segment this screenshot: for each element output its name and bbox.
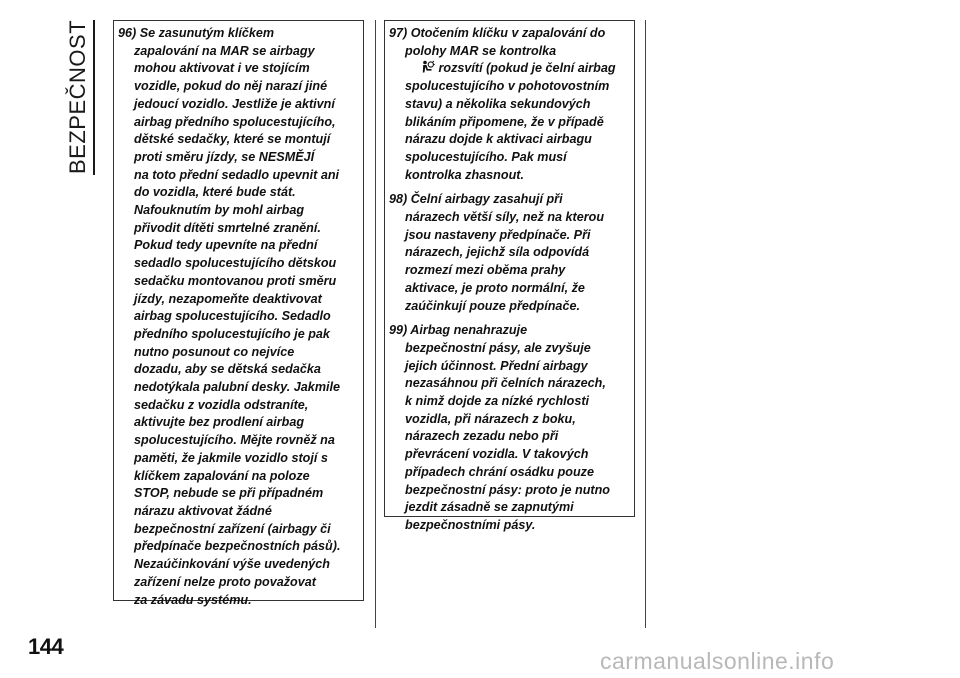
- note-97-text-start: 97) Otočením klíčku v zapalování do polohy MAR se kontrolka: [389, 26, 606, 58]
- note-96: 96) Se zasunutým klíčkem zapalování na MAR se airbagy mohou aktivovat i ve stojícím vozidle, pokud do něj narazí jiné jedoucí vozidlo. Jestliže je aktivní airbag předního spolucestujícího, dětské sedačky, které se montují proti směru jízdy, se NESMĚJÍ na toto přední sedadlo upevnit ani do vozidla, které bude stát. Nafouknutím by mohl airbag přivodit dítěti smrtelné zranění. Pokud tedy upevníte na přední sedadlo spolucestujícího dětskou sedačku montovanou proti směru jízdy, nezapomeňte deaktivovat airbag spolucestujícího. Sedadlo předního spolucestujícího je pak nutno posunout co nejvíce dozadu, aby se dětská sedačka nedotýkala palubní desky. Jakmile sedačku z vozidla odstraníte, aktivujte bez prodlení airbag spolucestujícího. Mějte rovněž na paměti, že jakmile vozidlo stojí s klíčkem zapalování na poloze STOP, nebude se při případném nárazu aktivovat žádné bezpečnostní zařízení (airbagy či předpínače bezpečnostních pásů). Nezaúčinkování výše uvedených zařízení nelze proto považovat za závadu systému.: [118, 26, 341, 607]
- note-98: 98) Čelní airbagy zasahují při nárazech větší síly, než na kterou jsou nastaveny předpínače. Při nárazech, jejichž síla odpovídá rozmezí mezi oběma prahy aktivace, je proto normální, že zaúčinkují pouze předpínače.: [389, 192, 605, 313]
- section-title-rule: [93, 20, 95, 175]
- column-divider-right: [645, 20, 646, 628]
- note-99: 99) Airbag nenahrazuje bezpečnostní pásy, ale zvyšuje jejich účinnost. Přední airbagy nezasáhnou při čelních nárazech, k nimž dojde za nízké rychlosti vozidla, při nárazech z boku, nárazech zezadu nebo při převrácení vozidla. V takových případech chrání osádku pouze bezpečnostní pásy: proto je nutno jezdit zásadně se zapnutými bezpečnostními pásy.: [389, 323, 611, 532]
- notes-box-right: [384, 20, 635, 532]
- notes-box-left: [113, 20, 364, 607]
- column-divider-left: [375, 20, 376, 628]
- site-watermark: carmanualsonline.info: [600, 648, 835, 674]
- note-97-text-end: rozsvítí (pokud je čelní airbag spolucestujícího v pohotovostním stavu) a několika sekundových blikáním připomene, že v případě nárazu dojde k aktivaci airbagu spolucestujícího. Pak musí kontrolka zhasnout.: [405, 61, 616, 182]
- page-number: 144: [28, 634, 64, 659]
- note-97: [389, 25, 634, 184]
- airbag-warning-icon: [421, 60, 435, 74]
- section-title: BEZPEČNOST: [65, 19, 90, 174]
